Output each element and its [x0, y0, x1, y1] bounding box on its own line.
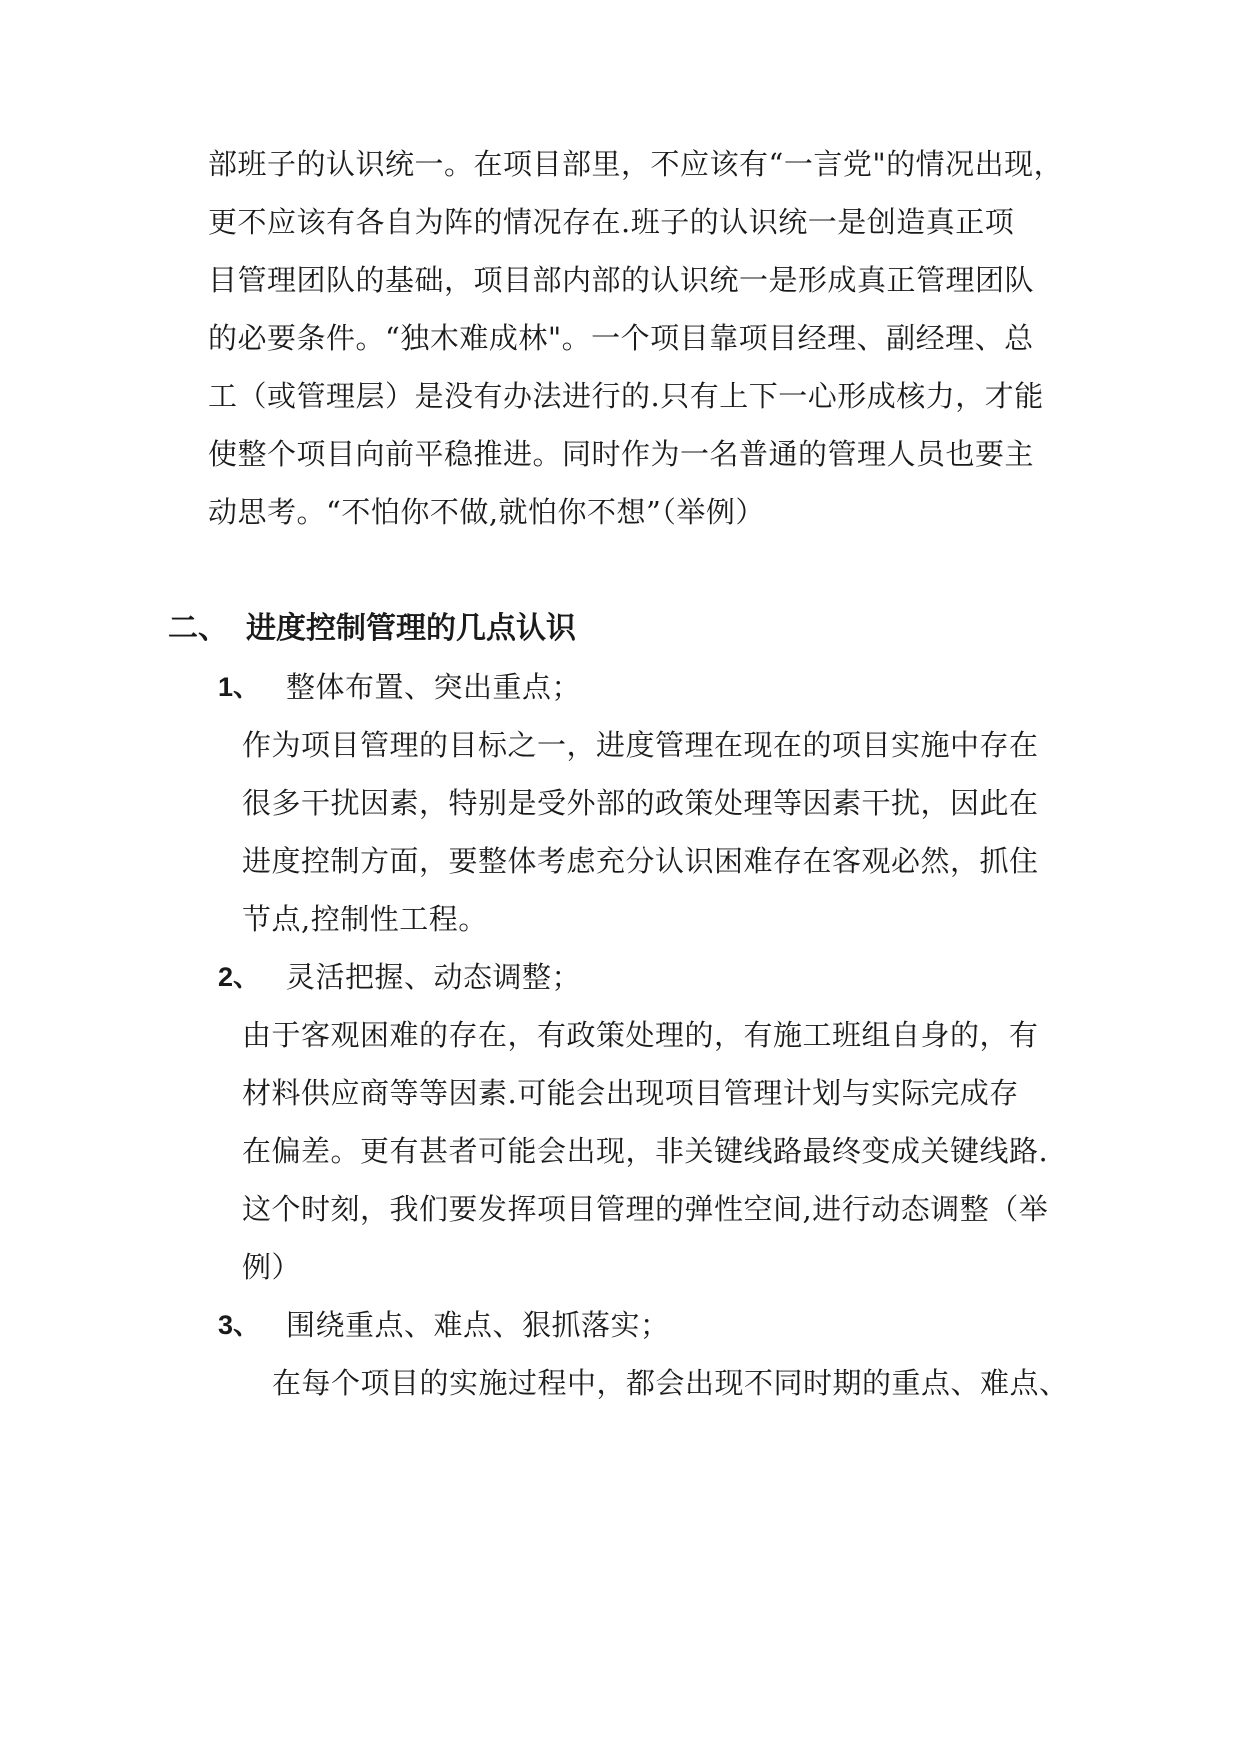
- item-title: 整体布置、突出重点；: [286, 670, 582, 704]
- paragraph-line: 更不应该有各自为阵的情况存在.班子的认识统一是创造真正项: [208, 205, 1015, 239]
- paragraph-line: 进度控制方面，要整体考虑充分认识困难存在客观必然，抓住: [242, 844, 1039, 878]
- paragraph-line: 材料供应商等等因素.可能会出现项目管理计划与实际完成存: [242, 1076, 1019, 1110]
- paragraph-line: 例）: [242, 1250, 302, 1284]
- paragraph-line: 由于客观困难的存在，有政策处理的，有施工班组自身的，有: [242, 1018, 1039, 1052]
- item-number: 3、: [218, 1310, 261, 1340]
- paragraph-line: 在每个项目的实施过程中，都会出现不同时期的重点、难点、: [272, 1366, 1069, 1400]
- paragraph-line: 动思考。“不怕你不做,就怕你不想”（举例）: [208, 495, 765, 529]
- section-title: 进度控制管理的几点认识: [246, 611, 576, 646]
- paragraph-line: 部班子的认识统一。在项目部里，不应该有“一言党"的情况出现，: [208, 147, 1064, 181]
- paragraph-line: 很多干扰因素，特别是受外部的政策处理等因素干扰，因此在: [242, 786, 1039, 820]
- paragraph-line: 节点,控制性工程。: [242, 902, 488, 936]
- item-number: 1、: [218, 672, 261, 702]
- section-number: 二、: [168, 611, 228, 646]
- paragraph-line: 的必要条件。“独木难成林"。一个项目靠项目经理、副经理、总: [208, 321, 1034, 355]
- paragraph-line: 在偏差。更有甚者可能会出现，非关键线路最终变成关键线路.: [242, 1134, 1049, 1168]
- paragraph-line: 工（或管理层）是没有办法进行的.只有上下一心形成核力，才能: [208, 379, 1044, 413]
- paragraph-line: 作为项目管理的目标之一，进度管理在现在的项目实施中存在: [242, 728, 1039, 762]
- paragraph-line: 目管理团队的基础，项目部内部的认识统一是形成真正管理团队: [208, 263, 1035, 297]
- item-number: 2、: [218, 962, 261, 992]
- item-title: 围绕重点、难点、狠抓落实；: [286, 1308, 670, 1342]
- paragraph-line: 使整个项目向前平稳推进。同时作为一名普通的管理人员也要主: [208, 437, 1035, 471]
- item-title: 灵活把握、动态调整；: [286, 960, 582, 994]
- paragraph-line: 这个时刻，我们要发挥项目管理的弹性空间,进行动态调整（举: [242, 1192, 1049, 1226]
